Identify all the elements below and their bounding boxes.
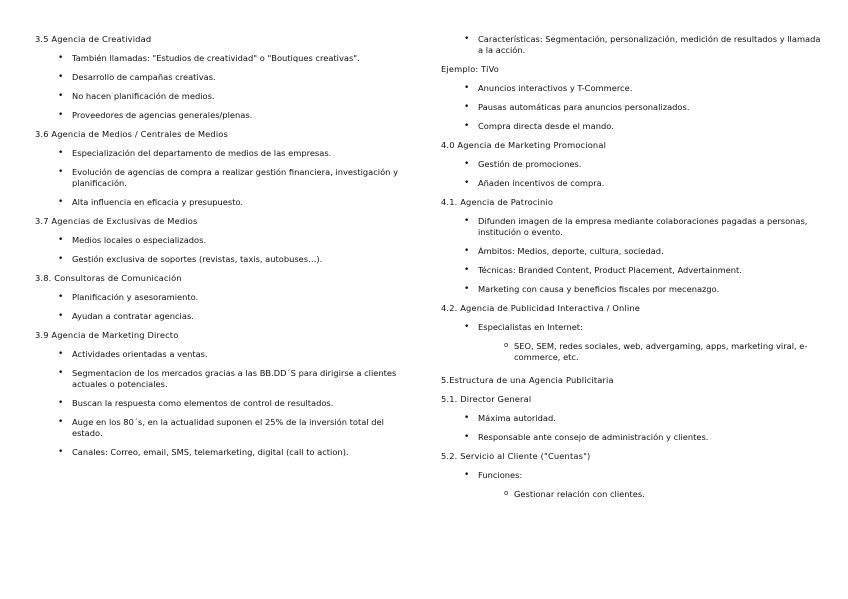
list-item: • Segmentacion de los mercados gracias a las BB.DD´S para dirigirse a clientes actuales o potenciales. bbox=[35, 368, 407, 390]
list-item: • Actividades orientadas a ventas. bbox=[35, 349, 407, 360]
list-item: • Compra directa desde el mando. bbox=[441, 121, 821, 132]
list-item: • Ámbitos: Medios, deporte, cultura, sociedad. bbox=[441, 246, 821, 257]
list-item: • Alta influencia en eficacia y presupuesto. bbox=[35, 197, 407, 208]
list-item: • Proveedores de agencias generales/plenas. bbox=[35, 110, 407, 121]
list-item: • No hacen planificación de medios. bbox=[35, 91, 407, 102]
list-item: • Canales: Correo, email, SMS, telemarketing, digital (call to action). bbox=[35, 447, 407, 458]
list-item: • Funciones: bbox=[441, 470, 821, 481]
list-item: • También llamadas: "Estudios de creatividad" o "Boutiques creativas". bbox=[35, 53, 407, 64]
section-heading: 3.6 Agencia de Medios / Centrales de Medios bbox=[35, 129, 229, 139]
section-heading: 4.1. Agencia de Patrocinio bbox=[441, 197, 554, 207]
section-heading: 5.Estructura de una Agencia Publicitaria bbox=[441, 375, 614, 385]
section-heading: 3.9 Agencia de Marketing Directo bbox=[35, 330, 179, 340]
list-item: • Pausas automáticas para anuncios personalizados. bbox=[441, 102, 821, 113]
section-heading: 5.2. Servicio al Cliente ("Cuentas") bbox=[441, 451, 591, 461]
list-item: • Gestión de promociones. bbox=[441, 159, 821, 170]
list-item: • Especialización del departamento de medios de las empresas. bbox=[35, 148, 407, 159]
list-item: • Especialistas en Internet: bbox=[441, 322, 821, 333]
list-item: • Auge en los 80´s, en la actualidad suponen el 25% de la inversión total del estado. bbox=[35, 417, 407, 439]
list-item: • Evolución de agencias de compra a realizar gestión financiera, investigación y planificación. bbox=[35, 167, 407, 189]
section-heading: 4.0 Agencia de Marketing Promocional bbox=[441, 140, 607, 150]
section-heading: 3.5 Agencia de Creatividad bbox=[35, 34, 152, 44]
list-item: • Máxima autoridad. bbox=[441, 413, 821, 424]
list-item: • Gestión exclusiva de soportes (revistas, taxis, autobuses…). bbox=[35, 254, 407, 265]
sub-list-item: o Gestionar relación con clientes. bbox=[441, 489, 821, 500]
section-heading: 5.1. Director General bbox=[441, 394, 532, 404]
list-item: • Desarrollo de campañas creativas. bbox=[35, 72, 407, 83]
section-heading: 3.7 Agencias de Exclusivas de Medios bbox=[35, 216, 198, 226]
right-column bbox=[441, 34, 821, 508]
list-item: • Responsable ante consejo de administración y clientes. bbox=[441, 432, 821, 443]
list-item: • Marketing con causa y beneficios fiscales por mecenazgo. bbox=[441, 284, 821, 295]
list-item: • Añaden incentivos de compra. bbox=[441, 178, 821, 189]
list-item: • Medios locales o especializados. bbox=[35, 235, 407, 246]
list-item: • Anuncios interactivos y T-Commerce. bbox=[441, 83, 821, 94]
list-item: • Planificación y asesoramiento. bbox=[35, 292, 407, 303]
list-item: • Buscan la respuesta como elementos de control de resultados. bbox=[35, 398, 407, 409]
section-heading: 3.8. Consultoras de Comunicación bbox=[35, 273, 182, 283]
left-column bbox=[35, 34, 407, 466]
example-heading: Ejemplo: TiVo bbox=[441, 64, 499, 74]
list-item: • Ayudan a contratar agencias. bbox=[35, 311, 407, 322]
section-heading: 4.2. Agencia de Publicidad Interactiva / Online bbox=[441, 303, 641, 313]
list-item: • Técnicas: Branded Content, Product Placement, Advertainment. bbox=[441, 265, 821, 276]
list-item: • Difunden imagen de la empresa mediante colaboraciones pagadas a personas, institución o evento. bbox=[441, 216, 821, 238]
list-item: • Características: Segmentación, personalización, medición de resultados y llamada a la acción. bbox=[441, 34, 821, 56]
sub-list-item: o SEO, SEM, redes sociales, web, advergaming, apps, marketing viral, e-commerce, etc. bbox=[441, 341, 821, 363]
